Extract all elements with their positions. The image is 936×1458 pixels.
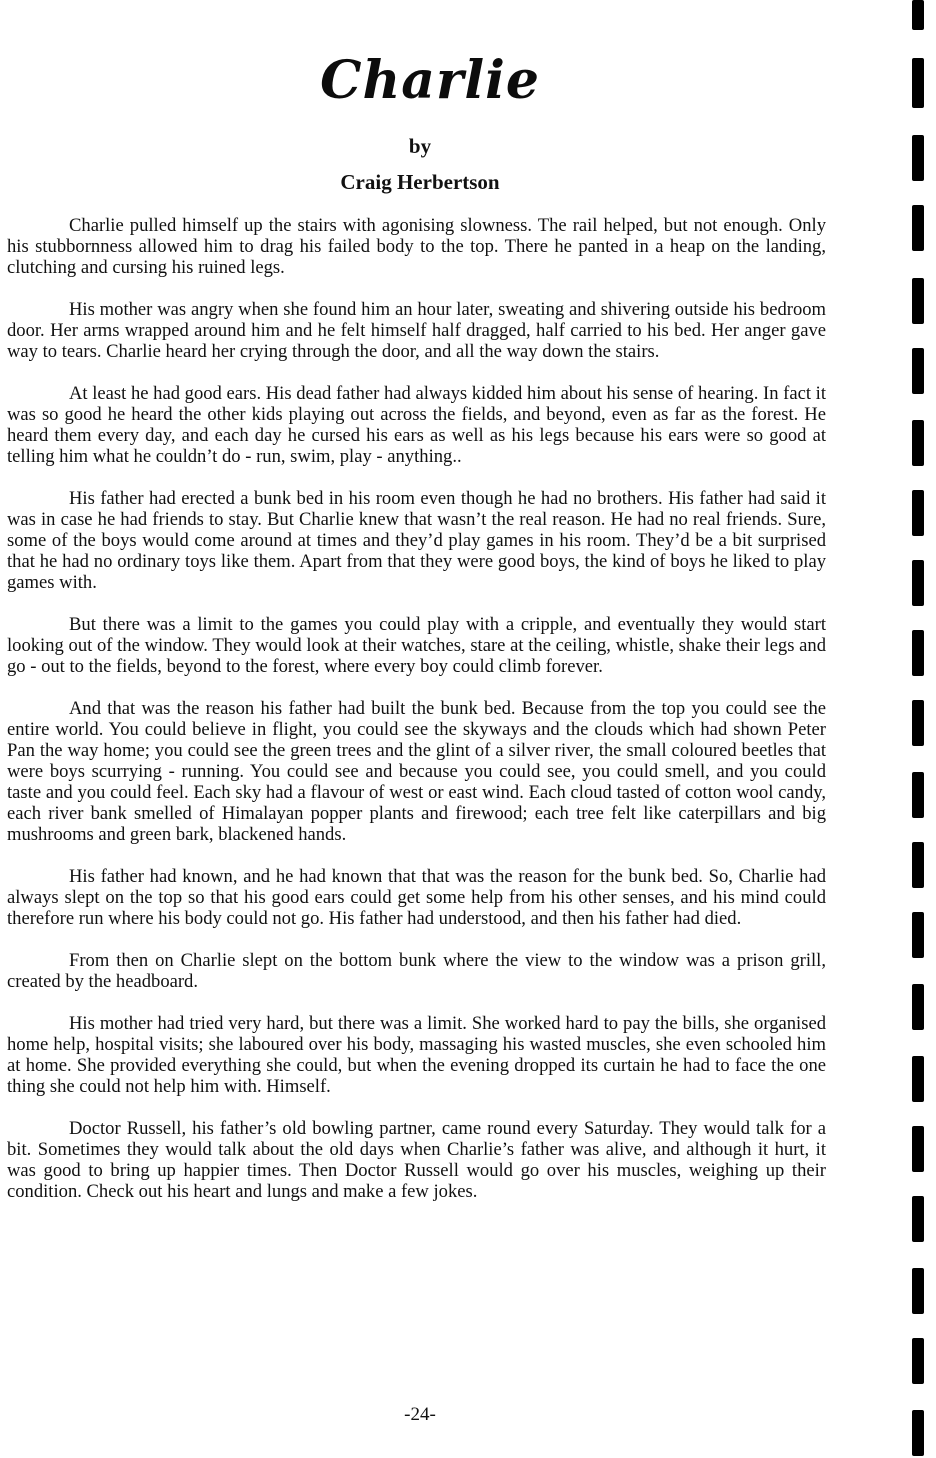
- binding-mark: [912, 560, 924, 606]
- binding-mark: [912, 842, 924, 888]
- paragraph: His father had erected a bunk bed in his room even though he had no brothers. His father had said it was in case he had friends to stay. But Charlie knew that wasn’t the real reason. He had no real friends. Sure, some of the boys would come around at times and they’d play games in his room. They’d be a bit surprised that he had no ordinary toys like them. Apart from that they were good boys, the kind of boys he liked to play games with.: [7, 488, 826, 593]
- binding-mark: [912, 1338, 924, 1384]
- binding-mark: [912, 420, 924, 466]
- binding-mark: [912, 58, 924, 108]
- paragraph: From then on Charlie slept on the bottom bunk where the view to the window was a prison grill, created by the headboard.: [7, 950, 826, 992]
- binding-holes: [906, 0, 936, 1458]
- binding-mark: [912, 772, 924, 818]
- binding-mark: [912, 1196, 924, 1242]
- binding-mark: [912, 1126, 924, 1172]
- binding-mark: [912, 490, 924, 536]
- binding-mark: [912, 205, 924, 251]
- binding-mark: [912, 1056, 924, 1102]
- paragraph: His mother had tried very hard, but there was a limit. She worked hard to pay the bills, she organised home help, hospital visits; she laboured over his body, massaging his wasted muscles, she even schooled him at home. She provided everything she could, but when the evening dropped its curtain he had to face the one thing she could not help him with. Himself.: [7, 1013, 826, 1097]
- paragraph: But there was a limit to the games you could play with a cripple, and eventually they would start looking out of the window. They would look at their watches, stare at the ceiling, whistle, shake their legs and go - out to the fields, beyond to the forest, where every boy could climb forever.: [7, 614, 826, 677]
- paragraph: Charlie pulled himself up the stairs with agonising slowness. The rail helped, but not enough. Only his stubbornness allowed him to drag his failed body to the top. There he panted in a heap on the landing, clutching and cursing his ruined legs.: [7, 215, 826, 278]
- binding-mark: [912, 912, 924, 958]
- binding-mark: [912, 700, 924, 746]
- binding-mark: [912, 135, 924, 181]
- paragraph: His mother was angry when she found him an hour later, sweating and shivering outside his bedroom door. Her arms wrapped around him and he felt himself half dragged, half carried to his bed. Her anger gave way to tears. Charlie heard her crying through the door, and all the way down the stairs.: [7, 299, 826, 362]
- paragraph: Doctor Russell, his father’s old bowling partner, came round every Saturday. They would talk for a bit. Sometimes they would talk about the old days when Charlie’s father was alive, and although it hurt, it was good to bring up happier times. Then Doctor Russell would go over his muscles, weighing up their condition. Check out his heart and lungs and make a few jokes.: [7, 1118, 826, 1202]
- page-number: -24-: [404, 1404, 436, 1425]
- story-title: Charlie: [320, 50, 540, 111]
- author-name: Craig Herbertson: [340, 170, 500, 194]
- binding-mark: [912, 630, 924, 676]
- paragraph: At least he had good ears. His dead father had always kidded him about his sense of hearing. In fact it was so good he heard the other kids playing out across the fields, and beyond, even as far as the forest. He heard them every day, and each day he cursed his ears as well as his legs because his ears were so good at telling him what he couldn’t do - run, swim, play - anything..: [7, 383, 826, 467]
- binding-mark: [912, 348, 924, 394]
- binding-mark: [912, 984, 924, 1030]
- binding-mark: [912, 1410, 924, 1456]
- byline-by: by: [408, 134, 432, 158]
- story-body: [7, 215, 826, 1223]
- paragraph: His father had known, and he had known that that was the reason for the bunk bed. So, Charlie had always slept on the top so that his good ears could get some help from his other senses, and his mind could therefore run where his body could not go. His father had understood, and then his father had died.: [7, 866, 826, 929]
- binding-mark: [912, 0, 924, 30]
- binding-mark: [912, 278, 924, 324]
- paragraph: And that was the reason his father had built the bunk bed. Because from the top you could see the entire world. You could believe in flight, you could see the skyways and the clouds which had shown Peter Pan the way home; you could see the green trees and the glint of a silver river, the small coloured beetles that were boys scurrying - running. You could see and because you could see, you could smell, and you could taste and you could feel. Each sky had a flavour of west or east wind. Each cloud tasted of cotton wool candy, each river bank smelled of Himalayan popper plants and firewood; each tree felt like caterpillars and big mushrooms and green bark, blackened hands.: [7, 698, 826, 845]
- binding-mark: [912, 1268, 924, 1314]
